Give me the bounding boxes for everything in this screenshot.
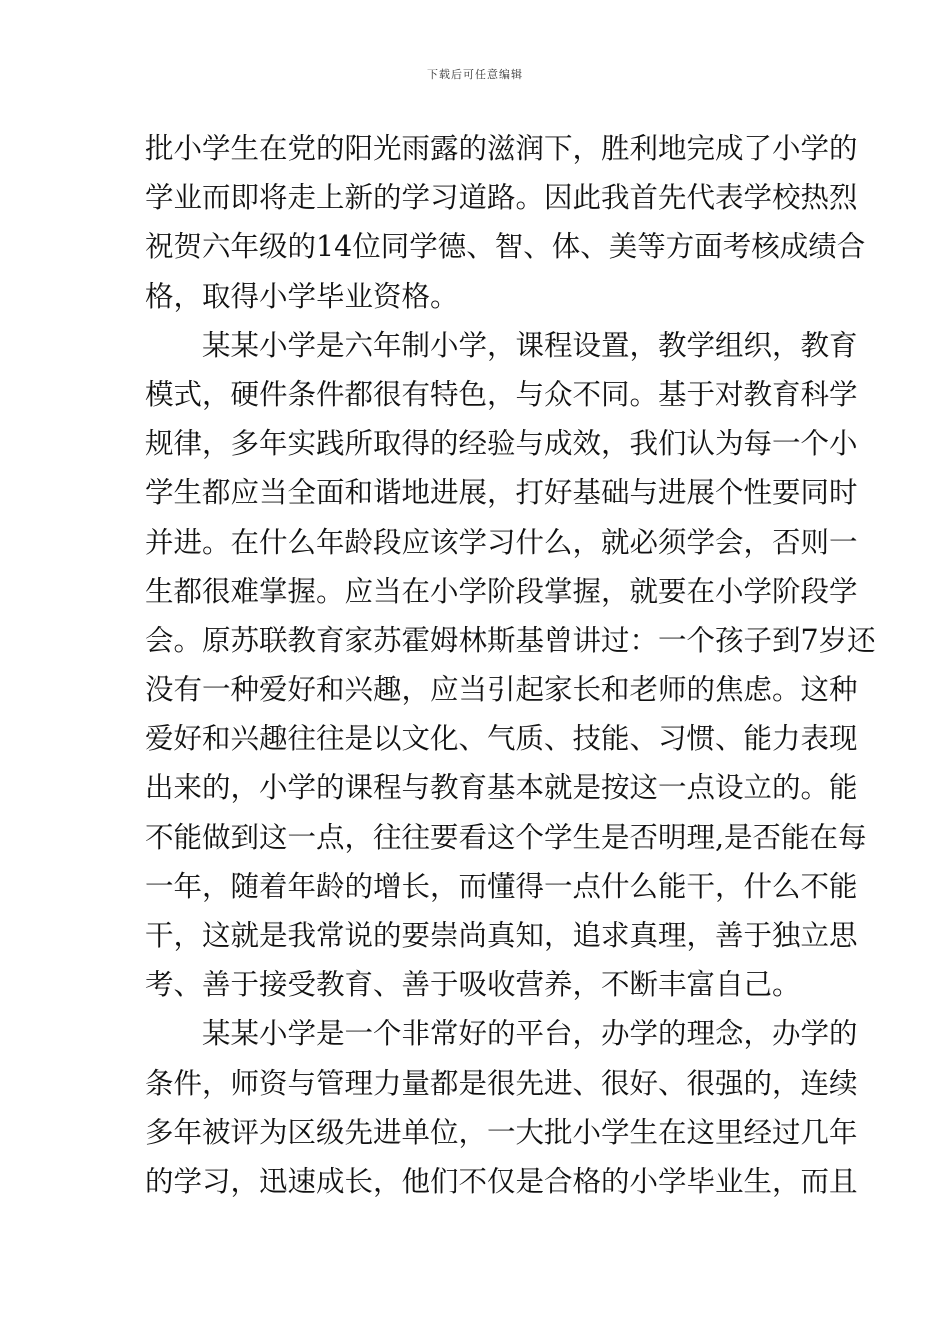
text-line: 会。原苏联教育家苏霍姆林斯基曾讲过：一个孩子到7岁还 — [145, 623, 876, 657]
text-line: 不能做到这一点，往往要看这个学生是否明理,是否能在每 — [145, 820, 867, 854]
text-line: 某某小学是六年制小学，课程设置，教学组织，教育 — [145, 328, 858, 362]
text-line: 条件，师资与管理力量都是很先进、很好、很强的，连续 — [145, 1066, 858, 1100]
text-line: 并进。在什么年龄段应该学习什么，就必须学会，否则一 — [145, 525, 858, 559]
text-line: 一年，随着年龄的增长，而懂得一点什么能干，什么不能 — [145, 869, 858, 903]
body-text — [145, 124, 876, 1206]
text-line: 格，取得小学毕业资格。 — [145, 279, 459, 313]
text-line: 规律，多年实践所取得的经验与成效，我们认为每一个小 — [145, 427, 858, 461]
paragraph-2 — [145, 321, 876, 1010]
text-line: 没有一种爱好和兴趣，应当引起家长和老师的焦虑。这种 — [145, 673, 858, 707]
text-line: 某某小学是一个非常好的平台，办学的理念，办学的 — [145, 1017, 858, 1051]
text-line: 干，这就是我常说的要崇尚真知，追求真理，善于独立思 — [145, 919, 858, 952]
text-line: 出来的，小学的课程与教育基本就是按这一点设立的。能 — [145, 771, 858, 805]
header-note: 下载后可任意编辑 — [427, 68, 523, 81]
text-line: 祝贺六年级的14位同学德、智、体、美等方面考核成绩合 — [145, 230, 866, 264]
text-line: 考、善于接受教育、善于吸收营养，不断丰富自己。 — [145, 968, 801, 1002]
text-line: 学业而即将走上新的学习道路。因此我首先代表学校热烈 — [145, 181, 858, 215]
text-line: 爱好和兴趣往往是以文化、气质、技能、习惯、能力表现 — [145, 722, 858, 756]
text-line: 批小学生在党的阳光雨露的滋润下，胜利地完成了小学的 — [145, 132, 858, 165]
text-line: 学生都应当全面和谐地进展，打好基础与进展个性要同时 — [145, 476, 858, 510]
paragraph-1 — [145, 124, 866, 321]
text-line: 生都很难掌握。应当在小学阶段掌握，就要在小学阶段学 — [145, 574, 858, 608]
text-line: 的学习，迅速成长，他们不仅是合格的小学毕业生，而且 — [145, 1164, 858, 1198]
text-line: 模式，硬件条件都很有特色，与众不同。基于对教育科学 — [145, 377, 858, 411]
text-line: 多年被评为区级先进单位，一大批小学生在这里经过几年 — [145, 1115, 858, 1149]
paragraph-3 — [145, 1009, 858, 1206]
